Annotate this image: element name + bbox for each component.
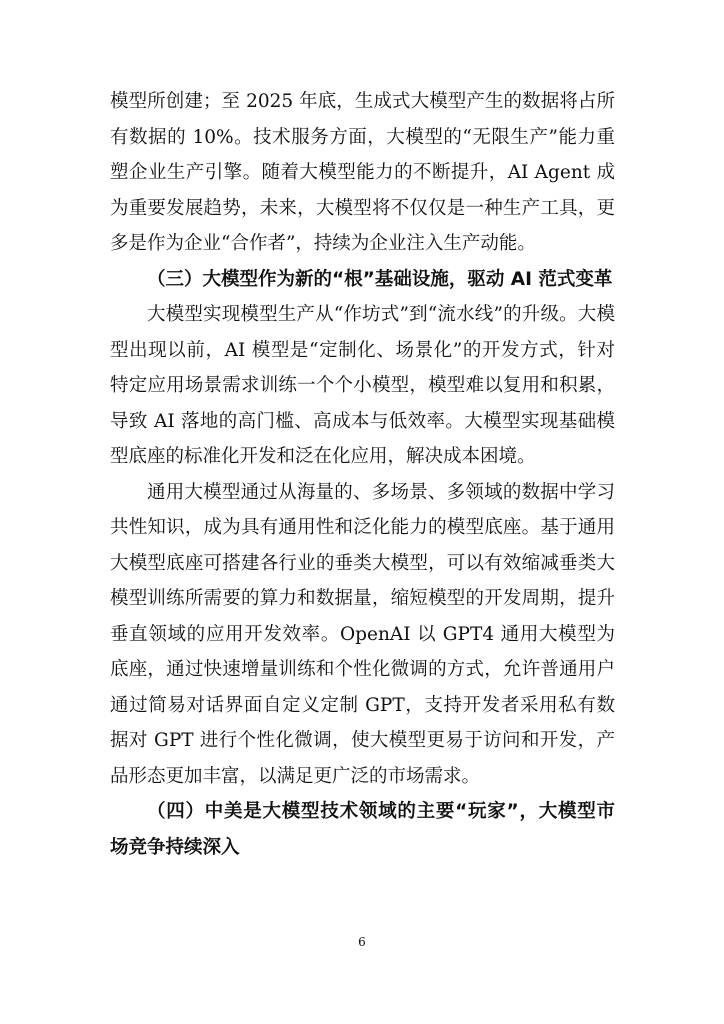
section-heading-4: （四）中美是大模型技术领域的主要“玩家”，大模型市场竞争持续深入 [110,801,615,858]
paragraph-general-model: 通用大模型通过从海量的、多场景、多领域的数据中学习共性知识，成为具有通用性和泛化能力的模型底座。基于通用大模型底座可搭建各行业的垂类大模型，可以有效缩减垂类大模型训练所需要的算力和数据量，缩短模型的开发周期，提升垂直领域的应用开发效率。OpenAI 以 GPT4 通用大模型为底座，通过快速增量训练和个性化微调的方式，允许普通用户通过简易对话界面自定义定制 GPT，支持开发者采用私有数据对 GPT 进行个性化微调，使大模型更易于访问和开发，产品形态更加丰富，以满足更广泛的市场需求。 [110,481,615,787]
document-body [110,84,615,865]
paragraph-continuation: 模型所创建；至 2025 年底，生成式大模型产生的数据将占所有数据的 10%。技术服务方面，大模型的“无限生产”能力重塑企业生产引擎。随着大模型能力的不断提升，AI Agent 成为重要发展趋势，未来，大模型将不仅仅是一种生产工具，更多是作为企业“合作者”，持续为企业注入生产动能。 [110,91,615,254]
page-number: 6 [358,935,366,949]
section-heading-3: （三）大模型作为新的“根”基础设施，驱动 AI 范式变革 [147,268,613,290]
paragraph-model-production: 大模型实现模型生产从“作坊式”到“流水线”的升级。大模型出现以前，AI 模型是“定制化、场景化”的开发方式，针对特定应用场景需求训练一个个小模型，模型难以复用和积累，导致 AI 落地的高门槛、高成本与低效率。大模型实现基础模型底座的标准化开发和泛在化应用，解决成本困境。 [110,304,615,467]
